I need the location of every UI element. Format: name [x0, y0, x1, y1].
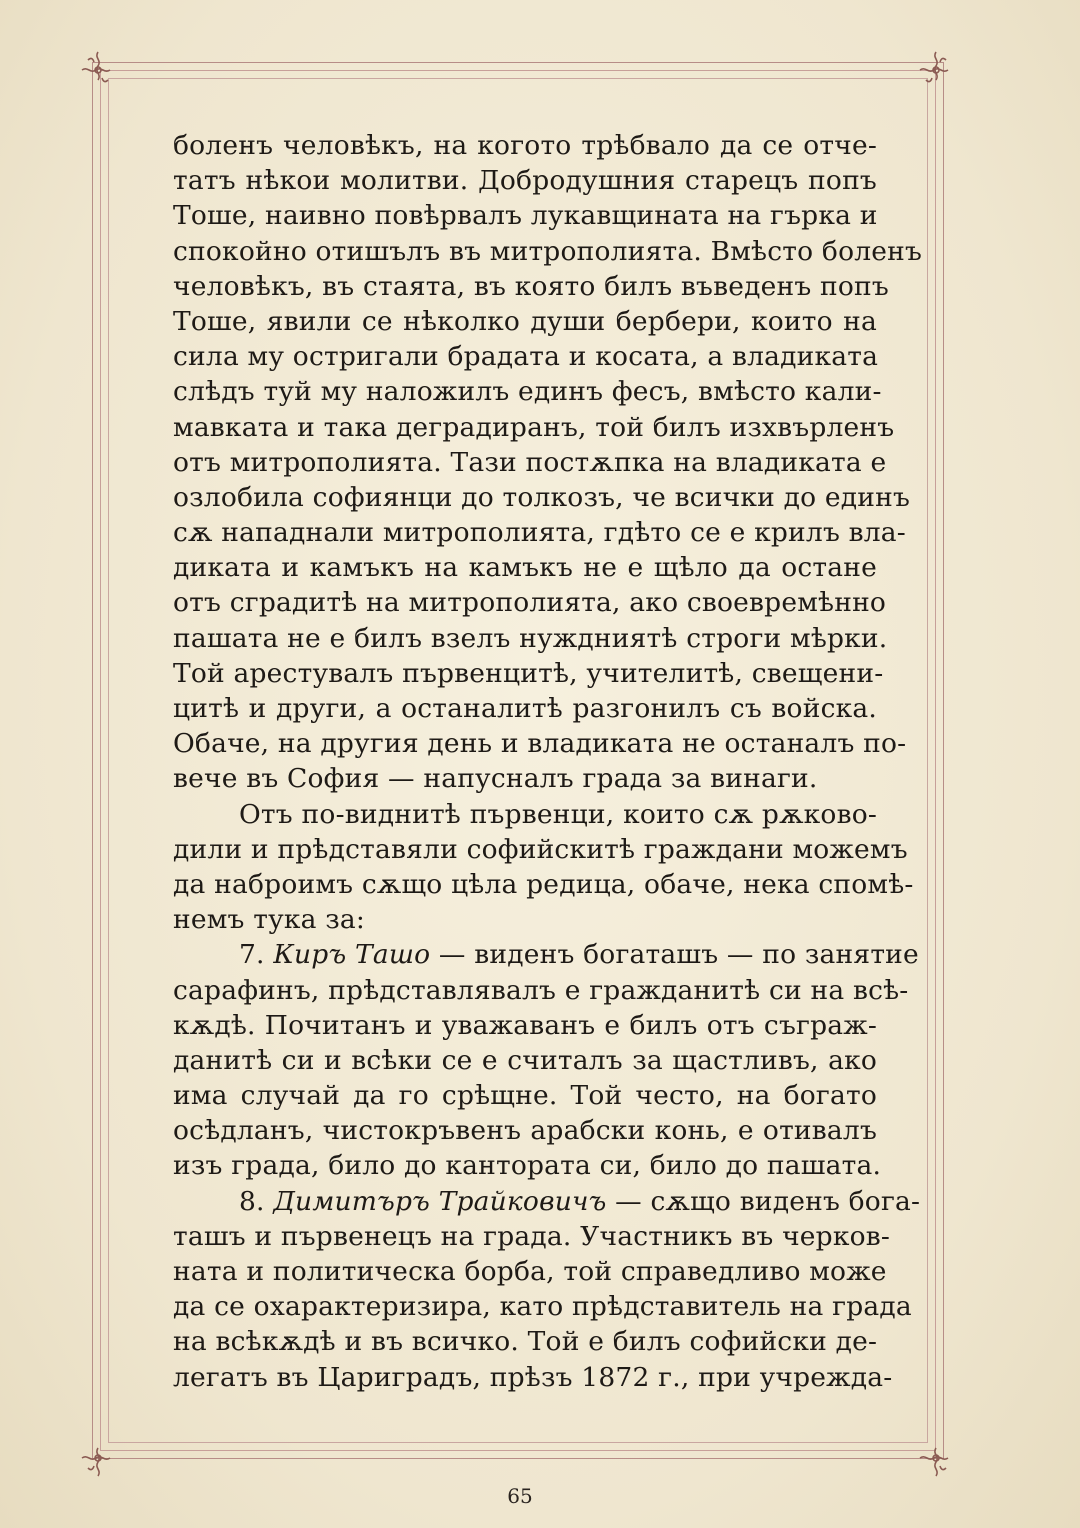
- entry-number: 8.: [239, 1185, 274, 1217]
- person-name: Киръ Ташо: [273, 939, 431, 971]
- text-line: Тоше, явили се нѣколко души бербери, които на: [173, 305, 877, 337]
- text-line: сила му остригали брадата и косата, а владиката: [173, 341, 879, 373]
- text-line: Той арестувалъ първенцитѣ, учителитѣ, свещени-: [173, 657, 884, 689]
- person-name: Димитъръ Трайковичъ: [273, 1185, 607, 1217]
- text-line: человѣкъ, въ стаята, въ която билъ въведенъ попъ: [173, 270, 889, 302]
- corner-ornament-icon: [914, 1436, 958, 1480]
- text-line: осѣдланъ, чистокръвенъ арабски конь, е отивалъ: [173, 1115, 877, 1147]
- text-line: диката и камъкъ на камъкъ не е щѣло да остане: [173, 552, 877, 584]
- corner-ornament-icon: [76, 48, 120, 92]
- entry-text: — виденъ богаташъ — по занятие: [430, 939, 919, 971]
- body-text: [173, 128, 923, 1395]
- text-line: мавката и така деградиранъ, той билъ изхвърленъ: [173, 411, 895, 443]
- text-line: слѣдъ туй му наложилъ единъ фесъ, вмѣсто кали-: [173, 376, 882, 408]
- text-line: немъ тука за:: [173, 904, 366, 936]
- text-line: ната и политическа борба, той справедливо може: [173, 1256, 887, 1287]
- text-line: отъ сградитѣ на митрополията, ако своевремѣнно: [173, 587, 887, 619]
- text-line: има случай да го срѣщне. Той често, на богато: [173, 1080, 877, 1112]
- text-line: боленъ человѣкъ, на когото трѣбвало да се отче-: [173, 130, 877, 161]
- text-line: на всѣкѫдѣ и въ всичко. Той е билъ софийски де-: [173, 1326, 878, 1358]
- text-line: кѫдѣ. Почитанъ и уважаванъ е билъ отъ съграж-: [173, 1009, 877, 1041]
- text-line: цитѣ и други, а останалитѣ разгонилъ съ войска.: [173, 693, 877, 724]
- text-line: озлобила софиянци до толкозъ, че всички до единъ: [173, 481, 911, 513]
- entry-8-line: [173, 1184, 921, 1219]
- text-line: татъ нѣкои молитви. Добродушния старецъ попъ: [173, 165, 877, 197]
- entry-number: 7.: [239, 939, 274, 971]
- text-line: да се охарактеризира, като прѣдставитель на града: [173, 1291, 912, 1323]
- text-line: вече въ София — напусналъ града за винаги.: [173, 763, 818, 795]
- text-line: спокойно отишълъ въ митрополията. Вмѣсто боленъ: [173, 235, 923, 267]
- corner-ornament-icon: [76, 1436, 120, 1480]
- text-line: легатъ въ Цариградъ, прѣзъ 1872 г., при учрежда-: [173, 1361, 893, 1393]
- text-line: сарафинъ, прѣдставлявалъ е гражданитѣ си на всѣ-: [173, 974, 909, 1006]
- page-number: 65: [507, 1484, 533, 1508]
- text-line: отъ митрополията. Тази постѫпка на владиката е: [173, 446, 887, 478]
- text-line: Тоше, наивно повѣрвалъ лукавщината на гърка и: [173, 200, 878, 232]
- text-line: сѫ нападнали митрополията, гдѣто се е крилъ вла-: [173, 517, 906, 549]
- text-line: изъ града, било до кантората си, било до пашата.: [173, 1150, 882, 1182]
- text-line: Отъ по-виднитѣ първенци, които сѫ рѫково-: [239, 798, 877, 830]
- entry-7-line: [173, 937, 919, 972]
- entry-text: — сѫщо виденъ бога-: [606, 1185, 921, 1217]
- text-line: Обаче, на другия день и владиката не останалъ по-: [173, 728, 907, 760]
- corner-ornament-icon: [914, 48, 958, 92]
- text-line: ташъ и първенецъ на града. Участникъ въ черков-: [173, 1220, 891, 1252]
- text-line: да наброимъ сѫщо цѣла редица, обаче, нека спомѣ-: [173, 868, 914, 900]
- text-line: данитѣ си и всѣки се е считалъ за щастливъ, ако: [173, 1044, 877, 1076]
- text-line: пашата не е билъ взелъ нуждниятѣ строги мѣрки.: [173, 622, 888, 654]
- text-line: дили и прѣдставяли софийскитѣ граждани можемъ: [173, 833, 908, 865]
